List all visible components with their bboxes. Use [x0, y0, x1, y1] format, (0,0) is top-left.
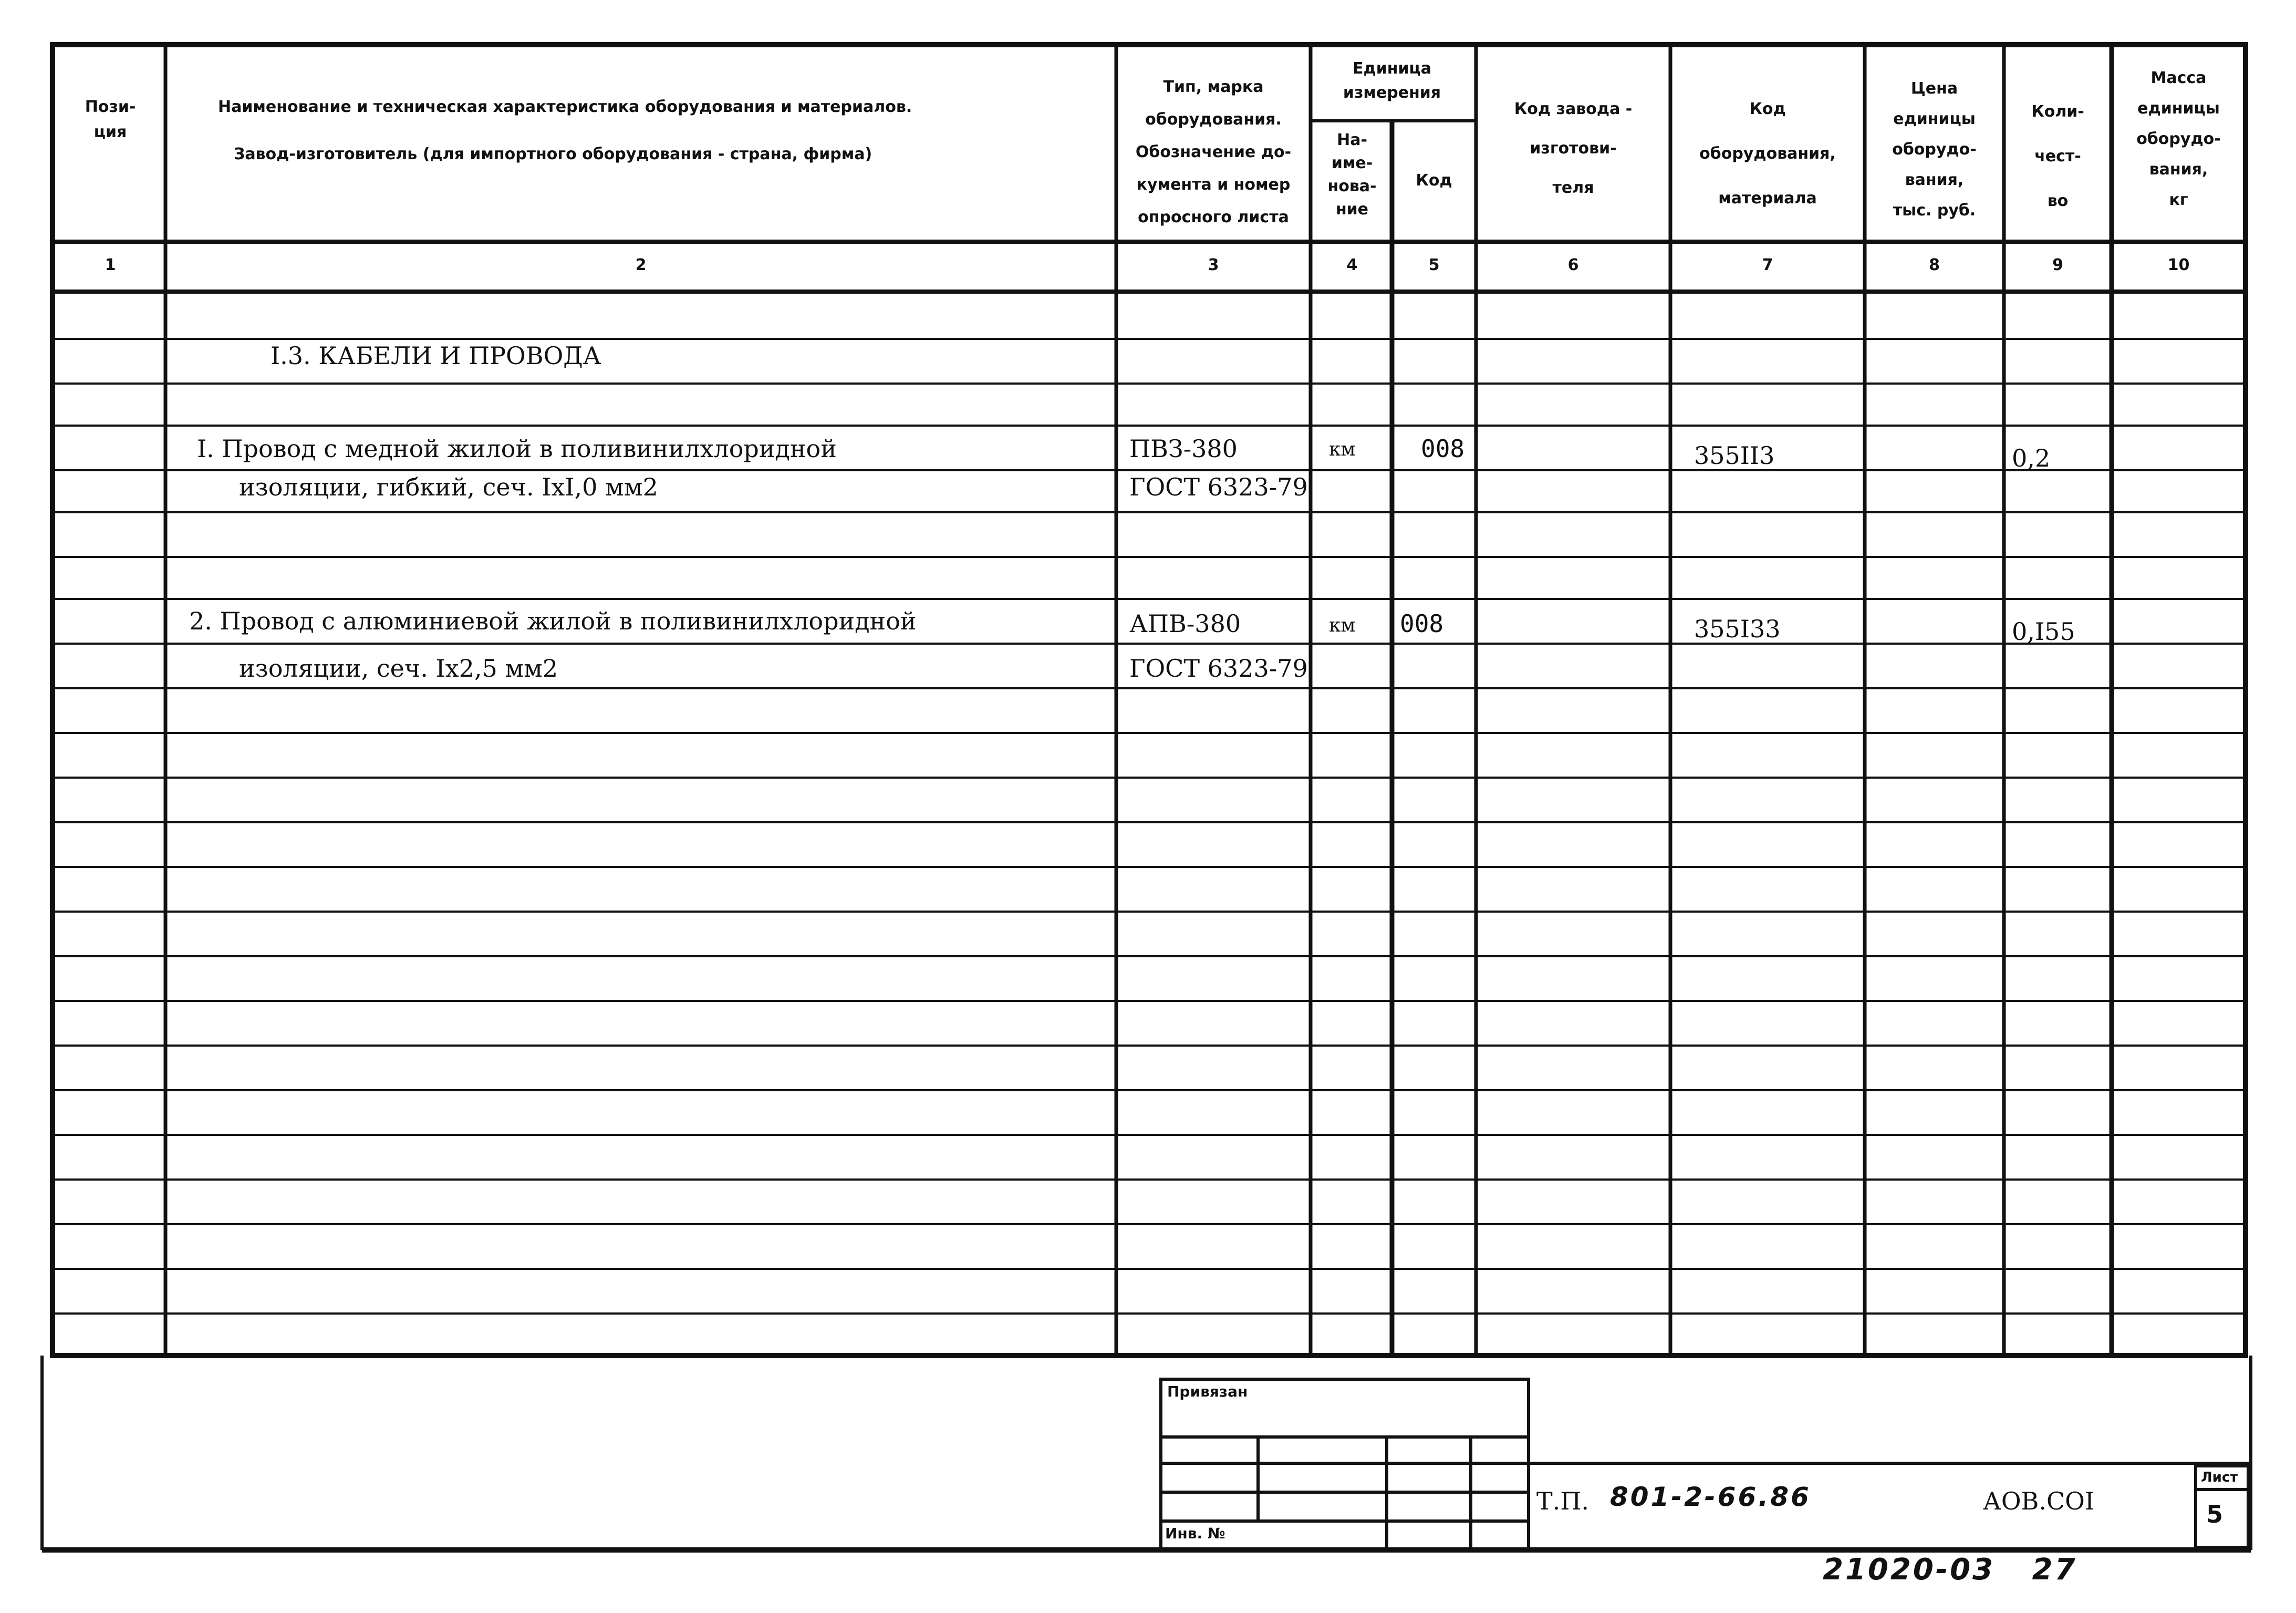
item-1-name-line2: изоляции, гибкий, сеч. IxI,0 мм2 — [239, 473, 658, 501]
stamp-inv-no: Инв. № — [1165, 1525, 1225, 1542]
footer-handwritten-number: 21020-03 27 — [1823, 1553, 2077, 1587]
stamp-code: АОВ.СОI — [1983, 1487, 2095, 1515]
colnum-2: 2 — [635, 256, 647, 274]
item-1-name-line1: I. Провод с медной жилой в поливинилхлоридной — [197, 435, 837, 463]
header-position: Пози- ция — [85, 98, 136, 141]
item-2-unit: км — [1329, 615, 1356, 636]
item-2-quantity: 0,I55 — [2012, 617, 2075, 646]
item-1-type-line1: ПВЗ-380 — [1129, 435, 1238, 463]
item-1-type-line2: ГОСТ 6323-79 — [1129, 473, 1308, 501]
header-type-mark: Тип, марка оборудования. Обозначение до- кумента и номер опросного листа — [1135, 78, 1292, 226]
stamp-sheet-number: 5 — [2206, 1500, 2224, 1528]
item-1-unit: км — [1329, 439, 1356, 460]
colnum-7: 7 — [1762, 256, 1773, 274]
colnum-9: 9 — [2052, 256, 2063, 274]
item-2-type-line2: ГОСТ 6323-79 — [1129, 654, 1308, 683]
header-unit-group: Единица измерения — [1343, 59, 1441, 102]
item-1-unit-code: 008 — [1421, 435, 1465, 463]
stamp-sheet-label: Лист — [2201, 1470, 2238, 1485]
stamp-doc-number: 801-2-66.86 — [1610, 1482, 1811, 1512]
section-title: I.3. КАБЕЛИ И ПРОВОДА — [271, 342, 601, 370]
header-unit-name: На- име- нова- ние — [1327, 131, 1377, 219]
header-unit-mass: Масса единицы оборудо- вания, кг — [2136, 69, 2221, 209]
colnum-6: 6 — [1567, 256, 1579, 274]
item-2-unit-code: 008 — [1400, 609, 1444, 638]
stamp-doc-prefix: Т.П. — [1536, 1487, 1589, 1515]
colnum-10: 10 — [2167, 256, 2190, 274]
colnum-4: 4 — [1346, 256, 1358, 274]
item-2-name-line2: изоляции, сеч. Ix2,5 мм2 — [239, 654, 558, 683]
header-name-line1: Наименование и техническая характеристика оборудования и материалов. — [218, 98, 912, 116]
colnum-1: 1 — [105, 256, 116, 274]
stamp-privyazan: Привязан — [1167, 1383, 1248, 1400]
header-material-code: Код оборудования, материала — [1699, 100, 1836, 208]
header-unit-code: Код — [1416, 171, 1452, 190]
item-2-material-code: 355I33 — [1694, 615, 1781, 643]
colnum-3: 3 — [1208, 256, 1219, 274]
header-name-line2: Завод-изготовитель (для импортного оборудования - страна, фирма) — [234, 145, 872, 163]
item-1-material-code: 355II3 — [1694, 441, 1775, 470]
colnum-5: 5 — [1428, 256, 1440, 274]
header-unit-price: Цена единицы оборудо- вания, тыс. руб. — [1892, 79, 1977, 220]
colnum-8: 8 — [1929, 256, 1940, 274]
item-1-quantity: 0,2 — [2012, 444, 2051, 472]
item-2-type-line1: АПВ-380 — [1129, 609, 1241, 638]
item-2-name-line1: 2. Провод с алюминиевой жилой в поливинилхлоридной — [189, 607, 917, 635]
header-quantity: Коли- чест- во — [2031, 102, 2084, 210]
header-plant-code: Код завода - изготови- теля — [1514, 100, 1633, 197]
